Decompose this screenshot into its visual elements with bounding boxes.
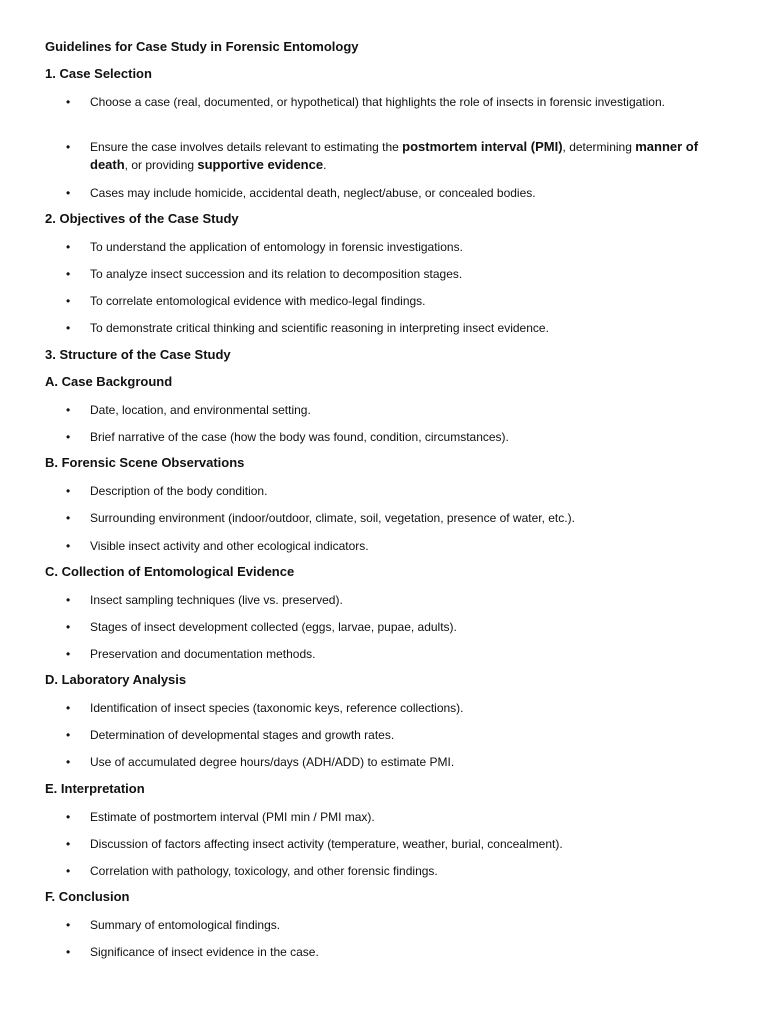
bullet: • (66, 593, 71, 607)
bullet: • (66, 647, 71, 661)
document-title: Guidelines for Case Study in Forensic Entomology (45, 39, 359, 54)
section-heading-case-background: A. Case Background (45, 374, 173, 389)
bullet: • (66, 403, 71, 417)
bullet: • (66, 430, 71, 444)
list-item: To understand the application of entomology in forensic investigations. (90, 240, 463, 254)
list-item: Estimate of postmortem interval (PMI min / PMI max). (90, 810, 375, 824)
bullet: • (66, 294, 71, 308)
list-item: Surrounding environment (indoor/outdoor, climate, soil, vegetation, presence of water, etc.). (90, 511, 575, 525)
item-text: , determining (562, 140, 636, 154)
bullet: • (66, 864, 71, 878)
section-heading-interpretation: E. Interpretation (45, 781, 145, 796)
item-text: , or providing (124, 158, 198, 172)
bullet: • (66, 728, 71, 742)
item-emphasis-supportive-evidence: supportive evidence (197, 157, 324, 172)
item-emphasis-pmi: postmortem interval (PMI) (402, 139, 563, 154)
item-text: . (323, 158, 327, 172)
list-item: Preservation and documentation methods. (90, 647, 316, 661)
list-item: To analyze insect succession and its relation to decomposition stages. (90, 267, 463, 281)
section-heading-objectives: 2. Objectives of the Case Study (45, 211, 239, 226)
list-item: Significance of insect evidence in the case. (90, 945, 319, 959)
bullet: • (66, 810, 71, 824)
list-item: Choose a case (real, documented, or hypothetical) that highlights the role of insects in forensic investigation. (90, 95, 665, 109)
bullet: • (66, 701, 71, 715)
list-item (90, 138, 710, 174)
bullet: • (66, 140, 71, 154)
bullet: • (66, 918, 71, 932)
list-item: Insect sampling techniques (live vs. preserved). (90, 593, 343, 607)
list-item: To demonstrate critical thinking and scientific reasoning in interpreting insect evidence. (90, 321, 549, 335)
bullet: • (66, 755, 71, 769)
list-item: Description of the body condition. (90, 484, 268, 498)
bullet: • (66, 240, 71, 254)
list-item: Discussion of factors affecting insect activity (temperature, weather, burial, concealment). (90, 837, 563, 851)
section-heading-collection: C. Collection of Entomological Evidence (45, 564, 295, 579)
section-heading-laboratory-analysis: D. Laboratory Analysis (45, 672, 187, 687)
list-item: Cases may include homicide, accidental death, neglect/abuse, or concealed bodies. (90, 186, 536, 200)
list-item: To correlate entomological evidence with medico-legal findings. (90, 294, 426, 308)
list-item: Date, location, and environmental setting. (90, 403, 311, 417)
bullet: • (66, 837, 71, 851)
bullet: • (66, 945, 71, 959)
list-item: Correlation with pathology, toxicology, and other forensic findings. (90, 864, 438, 878)
section-heading-structure: 3. Structure of the Case Study (45, 347, 231, 362)
bullet: • (66, 186, 71, 200)
list-item: Summary of entomological findings. (90, 918, 281, 932)
section-heading-scene-observations: B. Forensic Scene Observations (45, 455, 245, 470)
bullet: • (66, 267, 71, 281)
item-emphasis-manner-of-death: manner of death (90, 139, 699, 172)
list-item: Brief narrative of the case (how the body was found, condition, circumstances). (90, 430, 509, 444)
bullet: • (66, 511, 71, 525)
list-item: Use of accumulated degree hours/days (ADH/ADD) to estimate PMI. (90, 755, 455, 769)
section-heading-conclusion: F. Conclusion (45, 889, 130, 904)
item-text: Ensure the case involves details relevant to estimating the (90, 140, 403, 154)
bullet: • (66, 620, 71, 634)
list-item: Determination of developmental stages and growth rates. (90, 728, 395, 742)
list-item: Stages of insect development collected (eggs, larvae, pupae, adults). (90, 620, 457, 634)
list-item: Identification of insect species (taxonomic keys, reference collections). (90, 701, 464, 715)
section-heading-case-selection: 1. Case Selection (45, 66, 152, 81)
list-item: Visible insect activity and other ecological indicators. (90, 539, 369, 553)
bullet: • (66, 539, 71, 553)
bullet: • (66, 321, 71, 335)
bullet: • (66, 95, 71, 109)
bullet: • (66, 484, 71, 498)
